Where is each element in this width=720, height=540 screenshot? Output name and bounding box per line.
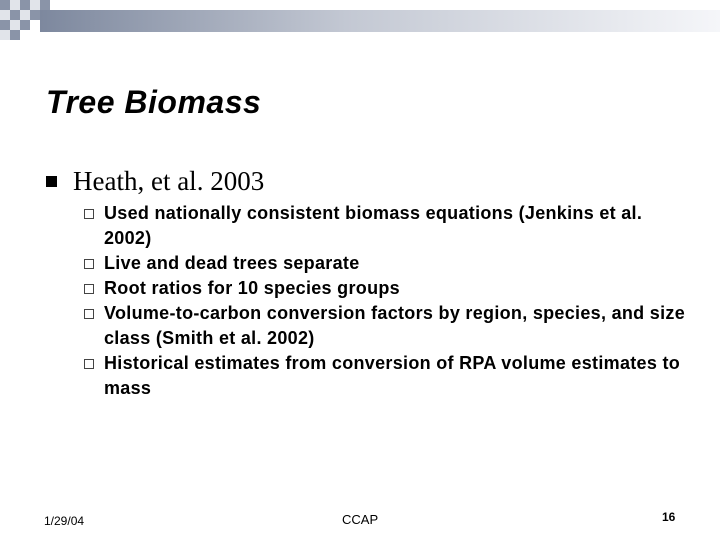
- checkbox-bullet-icon: [84, 359, 94, 369]
- list-item: [84, 201, 694, 251]
- list-item-text: Live and dead trees separate: [104, 253, 360, 273]
- list-item-text: Root ratios for 10 species groups: [104, 278, 400, 298]
- square-bullet-icon: [46, 176, 57, 187]
- checkbox-bullet-icon: [84, 259, 94, 269]
- list-item: [84, 276, 694, 301]
- checkbox-bullet-icon: [84, 209, 94, 219]
- footer-center-text: CCAP: [342, 512, 379, 527]
- main-bullet-text: Heath, et al. 2003: [73, 166, 265, 196]
- footer-date: 1/29/04: [44, 514, 85, 528]
- sub-bullet-list: [84, 201, 694, 401]
- list-item: [84, 251, 694, 276]
- slide-title: Tree Biomass: [46, 84, 262, 120]
- checkbox-bullet-icon: [84, 309, 94, 319]
- page-number: 16: [662, 510, 676, 524]
- checkered-band-graphic: [0, 0, 720, 48]
- main-bullet: [46, 166, 264, 197]
- list-item: [84, 351, 694, 401]
- list-item-text: Historical estimates from conversion of RPA volume estimates to mass: [104, 353, 681, 398]
- header-decoration: [0, 0, 720, 48]
- list-item-text: Volume-to-carbon conversion factors by region, species, and size class (Smith et al. 2002): [104, 303, 686, 348]
- checkbox-bullet-icon: [84, 284, 94, 294]
- list-item: [84, 301, 694, 351]
- list-item-text: Used nationally consistent biomass equations (Jenkins et al. 2002): [104, 203, 643, 248]
